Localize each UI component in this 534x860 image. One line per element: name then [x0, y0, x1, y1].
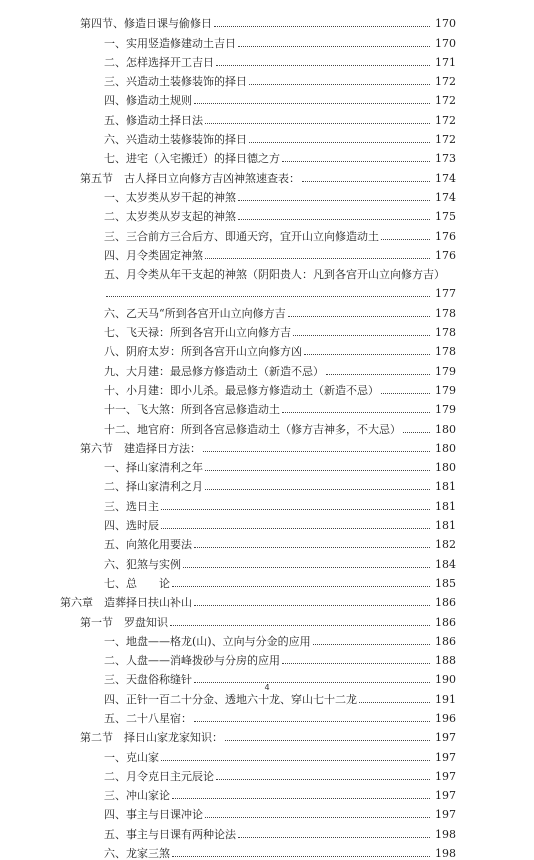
toc-entry-title: 五、二十八星宿：: [104, 711, 192, 725]
toc-entry-page: 197: [435, 769, 456, 783]
toc-entry: [0, 185, 534, 204]
dot-leader: [302, 181, 430, 182]
toc-entry-title: 六、犯煞与实例: [104, 557, 181, 571]
toc-entry-title: 四、事主与日课冲论: [104, 808, 203, 822]
dot-leader: [238, 837, 430, 838]
toc-entry: [0, 821, 534, 840]
dot-leader: [216, 65, 430, 66]
toc-entry-page: 178: [435, 345, 456, 359]
toc-entry-page: 181: [435, 519, 456, 533]
toc-entry-title: 一、太岁类从岁干起的神煞: [104, 190, 236, 204]
toc-entry-title: 四、正针一百二十分金、透地六十龙、穿山七十二龙: [104, 692, 357, 706]
toc-entry-page: 174: [435, 171, 456, 185]
toc-entry: [0, 783, 534, 802]
dot-leader: [161, 509, 430, 510]
dot-leader: [282, 161, 430, 162]
toc-entry-title: 六、兴造动土装修装饰的择日: [104, 133, 247, 147]
toc-entry-title: 三、选日主: [104, 499, 159, 513]
toc-entry: [0, 50, 534, 69]
dot-leader: [214, 26, 430, 27]
toc-entry-page: 175: [435, 210, 456, 224]
toc-entry: [0, 281, 534, 300]
dot-leader: [205, 817, 430, 818]
toc-entry-page: 178: [435, 306, 456, 320]
dot-leader: [216, 779, 430, 780]
dot-leader: [106, 296, 430, 297]
toc-entry-page: 179: [435, 403, 456, 417]
toc-entry: [0, 474, 534, 493]
toc-entry-title: 三、冲山家论: [104, 789, 170, 803]
toc-entry-page: 180: [435, 441, 456, 455]
dot-leader: [313, 644, 430, 645]
table-of-contents: [0, 11, 534, 860]
toc-entry-page: 185: [435, 576, 456, 590]
toc-entry-page: 176: [435, 248, 456, 262]
toc-entry: [0, 764, 534, 783]
dot-leader: [203, 451, 430, 452]
toc-entry-page: 197: [435, 731, 456, 745]
toc-entry: [0, 802, 534, 821]
toc-entry-page: 197: [435, 750, 456, 764]
toc-entry-title: 十、小月建：即小儿杀。最忌修方修造动土（新造不忌）: [104, 383, 379, 397]
toc-entry-title: 二、月令克日主元辰论: [104, 769, 214, 783]
toc-entry: [0, 744, 534, 763]
toc-entry: [0, 416, 534, 435]
dot-leader: [282, 663, 430, 664]
toc-entry: [0, 629, 534, 648]
dot-leader: [238, 200, 430, 201]
toc-entry: [0, 590, 534, 609]
toc-entry-page: 186: [435, 615, 456, 629]
toc-entry-title: 七、飞天禄：所到各宫开山立向修方吉: [104, 326, 291, 340]
toc-entry-page: 181: [435, 480, 456, 494]
toc-entry-page: 186: [435, 634, 456, 648]
toc-entry-title: 五、修造动土择日法: [104, 113, 203, 127]
dot-leader: [304, 354, 430, 355]
toc-entry-title: 二、太岁类从岁支起的神煞: [104, 210, 236, 224]
toc-entry-page: 177: [435, 287, 456, 301]
dot-leader: [172, 586, 430, 587]
toc-entry-title: 四、选时辰: [104, 519, 159, 533]
dot-leader: [170, 625, 430, 626]
dot-leader: [238, 46, 430, 47]
dot-leader: [238, 219, 430, 220]
toc-entry-page: 170: [435, 36, 456, 50]
dot-leader: [205, 489, 430, 490]
toc-entry-page: 172: [435, 113, 456, 127]
toc-entry: [0, 165, 534, 184]
toc-entry-page: 179: [435, 383, 456, 397]
toc-entry-title: 第五节 古人择日立向修方吉凶神煞速查表：: [80, 171, 300, 185]
toc-entry: [0, 648, 534, 667]
toc-entry-title: 八、阴府太岁：所到各宫开山立向修方凶: [104, 345, 302, 359]
toc-entry: [0, 88, 534, 107]
dot-leader: [172, 798, 430, 799]
toc-entry-page: 176: [435, 229, 456, 243]
dot-leader: [161, 760, 430, 761]
toc-entry-title: 一、克山家: [104, 750, 159, 764]
toc-entry: [0, 300, 534, 319]
toc-entry-page: 172: [435, 75, 456, 89]
toc-entry-page: 186: [435, 596, 456, 610]
toc-entry-page: 196: [435, 711, 456, 725]
toc-entry: [0, 532, 534, 551]
toc-entry-title: 六、乙天马“所到各宫开山立向修方吉: [104, 306, 286, 320]
toc-entry: [0, 107, 534, 126]
toc-entry: [0, 725, 534, 744]
dot-leader: [225, 740, 430, 741]
toc-entry-title: 二、怎样选择开工吉日: [104, 55, 214, 69]
toc-entry-page: 179: [435, 364, 456, 378]
toc-entry-page: 198: [435, 827, 456, 841]
dot-leader: [205, 470, 430, 471]
toc-entry-page: 190: [435, 673, 456, 687]
toc-entry-page: 170: [435, 17, 456, 31]
toc-entry-page: 188: [435, 654, 456, 668]
toc-entry-title: 一、择山家清利之年: [104, 461, 203, 475]
toc-entry: [0, 204, 534, 223]
toc-entry-page: 174: [435, 190, 456, 204]
toc-entry-page: 178: [435, 326, 456, 340]
toc-entry-title: 十一、飞大煞：所到各宫忌修造动土: [104, 403, 280, 417]
dot-leader: [205, 123, 430, 124]
toc-entry-page: 197: [435, 789, 456, 803]
toc-entry-title: 二、人盘——消峰拨砂与分房的应用: [104, 654, 280, 668]
toc-entry-title: 九、大月建：最忌修方修造动土（新造不忌）: [104, 364, 324, 378]
dot-leader: [183, 567, 430, 568]
toc-entry: [0, 358, 534, 377]
toc-entry: [0, 243, 534, 262]
toc-entry: [0, 146, 534, 165]
toc-entry: [0, 378, 534, 397]
toc-entry-page: 182: [435, 538, 456, 552]
dot-leader: [194, 547, 430, 548]
dot-leader: [381, 393, 430, 394]
toc-entry: [0, 223, 534, 242]
toc-entry: [0, 609, 534, 628]
toc-entry-title: 一、地盘——格龙(山)、立向与分金的应用: [104, 634, 311, 648]
dot-leader: [194, 721, 430, 722]
dot-leader: [249, 142, 430, 143]
toc-entry-title: 一、实用竖造修建动土吉日: [104, 36, 236, 50]
toc-entry-page: 181: [435, 499, 456, 513]
toc-entry: [0, 30, 534, 49]
page-number: 4: [264, 683, 270, 692]
toc-entry-title: 第二节 择日山家龙家知识：: [80, 731, 223, 745]
toc-entry: [0, 571, 534, 590]
toc-entry-page: 172: [435, 94, 456, 108]
dot-leader: [172, 856, 430, 857]
toc-entry: [0, 706, 534, 725]
toc-entry-title: 六、龙家三煞: [104, 847, 170, 860]
dot-leader: [326, 374, 430, 375]
toc-entry-page: 173: [435, 152, 456, 166]
dot-leader: [359, 702, 430, 703]
dot-leader: [194, 103, 430, 104]
toc-entry: [0, 320, 534, 339]
toc-entry: [0, 436, 534, 455]
toc-entry-title: 第四节、修造日课与偷修日: [80, 17, 212, 31]
dot-leader: [403, 432, 430, 433]
toc-entry-title: 第一节 罗盘知识: [80, 615, 168, 629]
toc-entry-title: 三、三合前方三合后方、即通天窍，宜开山立向修造动土: [104, 229, 379, 243]
toc-entry-title: 五、月令类从年干支起的神煞（阴阳贵人：凡到各宫开山立向修方吉）: [104, 268, 445, 282]
toc-entry-title: 第六章 造葬择日扶山补山: [60, 596, 192, 610]
toc-entry: [0, 455, 534, 474]
toc-entry-page: 180: [435, 461, 456, 475]
toc-entry-title: 七、进宅（入宅搬迁）的择日德之方: [104, 152, 280, 166]
toc-entry-page: 172: [435, 133, 456, 147]
toc-entry: [0, 551, 534, 570]
toc-entry-page: 171: [435, 55, 456, 69]
toc-entry: [0, 513, 534, 532]
toc-entry-page: 191: [435, 692, 456, 706]
dot-leader: [205, 258, 430, 259]
dot-leader: [282, 412, 430, 413]
toc-entry: [0, 841, 534, 860]
toc-entry-title: 七、总 论: [104, 576, 170, 590]
toc-entry-page: 198: [435, 847, 456, 860]
dot-leader: [194, 605, 430, 606]
toc-entry-title: 四、修造动土规则: [104, 94, 192, 108]
dot-leader: [161, 528, 430, 529]
toc-entry-title: 十二、地官府：所到各宫忌修造动土（修方吉神多，不大忌）: [104, 422, 401, 436]
dot-leader: [249, 84, 430, 85]
toc-entry-page: 197: [435, 808, 456, 822]
toc-entry: [0, 493, 534, 512]
toc-entry-page: 184: [435, 557, 456, 571]
toc-entry-page: 180: [435, 422, 456, 436]
dot-leader: [293, 335, 430, 336]
toc-entry-title: 三、兴造动土装修装饰的择日: [104, 75, 247, 89]
toc-entry-title: 四、月令类固定神煞: [104, 248, 203, 262]
toc-entry-title: 三、天盘俗称缝针: [104, 673, 192, 687]
toc-entry: [0, 397, 534, 416]
toc-entry: [0, 339, 534, 358]
dot-leader: [288, 316, 430, 317]
toc-entry-title: 二、择山家清利之月: [104, 480, 203, 494]
toc-entry-title: 五、事主与日课有两种论法: [104, 827, 236, 841]
toc-entry: [0, 262, 534, 281]
toc-entry: [0, 69, 534, 88]
toc-entry-title: 第六节 建造择日方法：: [80, 441, 201, 455]
toc-entry-title: 五、向煞化用要法: [104, 538, 192, 552]
toc-entry: [0, 11, 534, 30]
toc-entry: [0, 127, 534, 146]
dot-leader: [381, 239, 430, 240]
